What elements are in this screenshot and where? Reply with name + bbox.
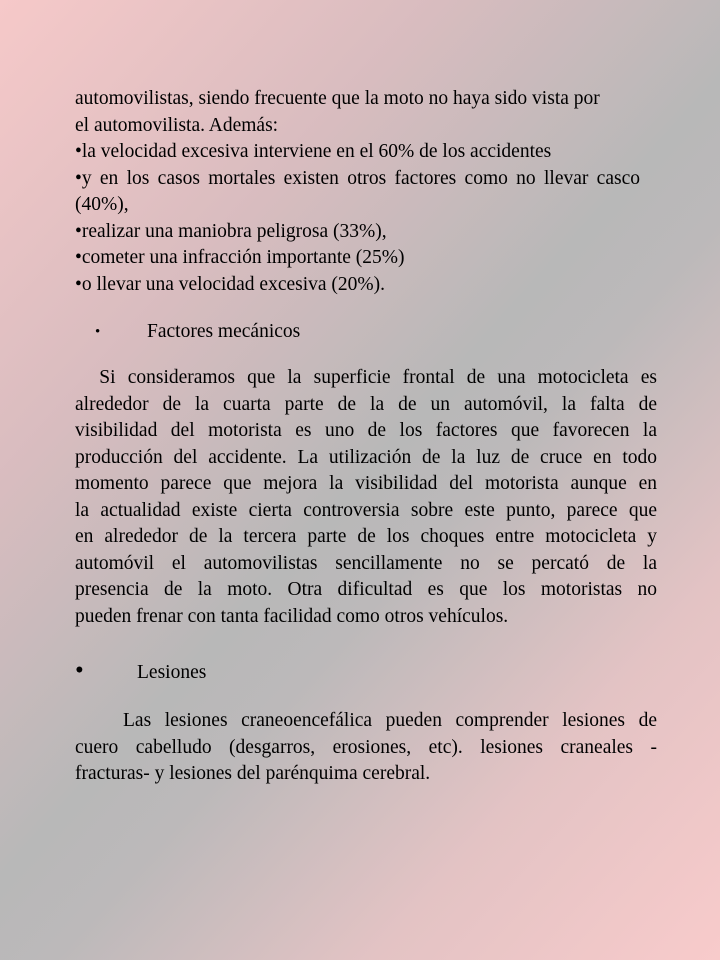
paragraph-line: fracturas- y lesiones del parénquima cerebral. — [75, 763, 431, 784]
paragraph-line: visibilidad del motorista es uno de los factores que favorecen la — [75, 420, 657, 441]
intro-line: automovilistas, siendo frecuente que la moto no haya sido vista por — [75, 88, 600, 109]
intro-line: el automovilista. Además: — [75, 114, 279, 136]
paragraph-line: en alrededor de la tercera parte de los choques entre motocicleta y — [75, 526, 657, 547]
statistics-bullet-list — [75, 139, 657, 298]
lesiones-paragraph — [75, 708, 657, 788]
bullet-item-excess-speed: •o llevar una velocidad excesiva (20%). — [75, 273, 386, 295]
document-page — [75, 86, 657, 788]
paragraph-line: la actualidad existe cierta controversia sobre este punto, parece que — [75, 499, 657, 521]
bullet-item-speed: •la velocidad excesiva interviene en el 60% de los accidentes — [75, 141, 552, 162]
paragraph-line: alrededor de la cuarta parte de la de un automóvil, la falta de — [75, 393, 657, 415]
bullet-item-helmet-cont: (40%), — [75, 194, 129, 215]
intro-paragraph — [75, 86, 657, 139]
paragraph-line: presencia de la moto. Otra dificultad es que los motoristas no — [75, 579, 657, 600]
section-heading-factores — [95, 319, 395, 345]
factores-paragraph — [75, 365, 657, 630]
paragraph-line: momento parece que mejora la visibilidad del motorista aunque en — [75, 473, 657, 494]
bullet-item-maneuver: •realizar una maniobra peligrosa (33%), — [75, 220, 387, 242]
paragraph-line: Las lesiones craneoencefálica pueden comprender lesiones de — [123, 710, 657, 731]
section-title: Factores mecánicos — [147, 321, 301, 342]
section-heading-lesiones — [75, 659, 375, 687]
paragraph-line: pueden frenar con tanta facilidad como otros vehículos. — [75, 605, 509, 627]
paragraph-line: automóvil el automovilistas sencillamente no se percató de la — [75, 552, 657, 574]
paragraph-line: producción del accidente. La utilización de la luz de cruce en todo — [75, 446, 657, 468]
bullet-symbol: • — [75, 657, 84, 684]
section-title: Lesiones — [137, 662, 207, 683]
bullet-item-helmet: •y en los casos mortales existen otros factores como no llevar casco — [75, 167, 640, 189]
paragraph-line: cuero cabelludo (desgarros, erosiones, etc). lesiones craneales - — [75, 736, 657, 758]
bullet-item-infraction: •cometer una infracción importante (25%) — [75, 247, 405, 268]
paragraph-line: Si consideramos que la superficie frontal de una motocicleta es — [75, 367, 657, 388]
bullet-symbol: • — [95, 324, 101, 340]
